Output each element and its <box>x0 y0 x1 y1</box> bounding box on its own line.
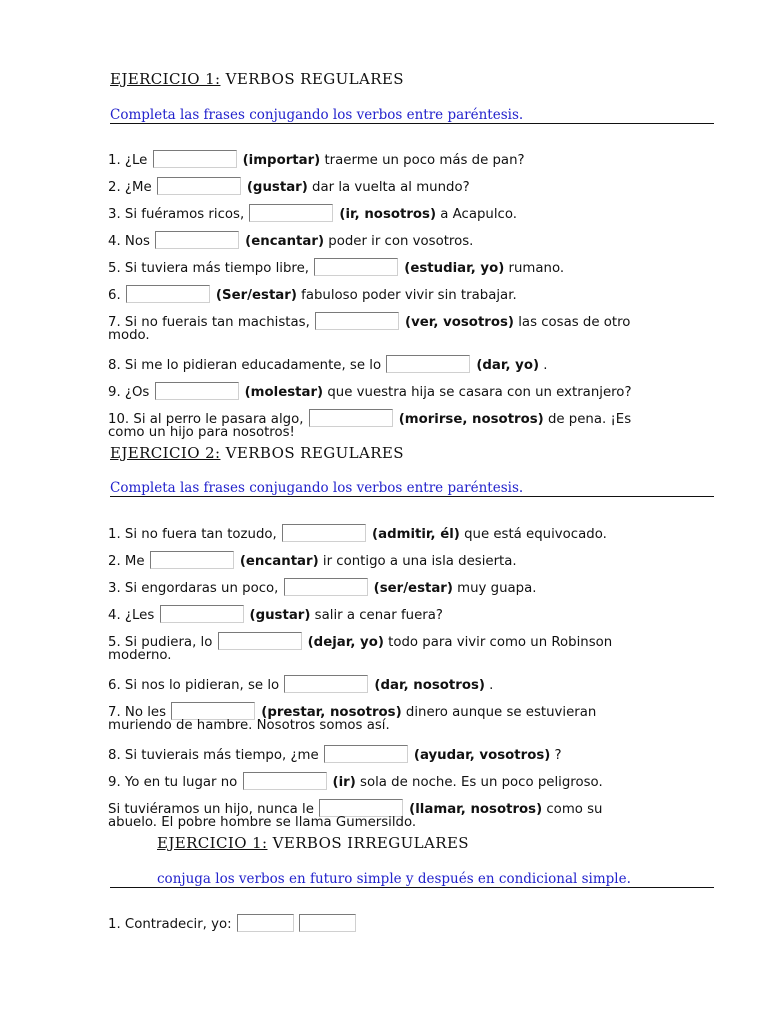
section-3-title-text: VERBOS IRREGULARES <box>267 834 469 852</box>
s1-item-6 <box>108 285 517 304</box>
section-1-label: EJERCICIO 1: <box>110 70 221 88</box>
s2-item-4-rest: salir a cenar fuera? <box>310 608 443 623</box>
s1-item-4-verb: (encantar) <box>245 234 325 249</box>
s2-item-10-rest: como su <box>542 802 603 817</box>
s1-item-5-input[interactable] <box>314 258 398 276</box>
s2-item-7-continuation: muriendo de hambre. Nosotros somos así. <box>108 718 390 733</box>
s1-item-10-input[interactable] <box>309 409 393 427</box>
s1-item-1-text: 1. ¿Le <box>108 153 148 168</box>
s2-item-2 <box>108 551 517 570</box>
s1-item-9-rest: que vuestra hija se casara con un extranjero? <box>323 385 632 400</box>
s2-item-9-verb: (ir) <box>332 775 356 790</box>
s1-item-2 <box>108 177 470 196</box>
s3-item-1-text: 1. Contradecir, yo: <box>108 917 232 932</box>
s3-item-1-future-input[interactable] <box>237 914 294 932</box>
s1-item-5-verb: (estudiar, yo) <box>404 261 505 276</box>
s1-item-3 <box>108 204 517 223</box>
s2-item-6-text: 6. Si nos lo pidieran, se lo <box>108 678 280 693</box>
s1-item-7-text: 7. Si no fuerais tan machistas, <box>108 315 310 330</box>
s1-item-4-text: 4. Nos <box>108 234 150 249</box>
s2-item-5-input[interactable] <box>218 632 302 650</box>
s2-item-9-rest: sola de noche. Es un poco peligroso. <box>355 775 603 790</box>
s1-item-6-input[interactable] <box>126 285 210 303</box>
section-1-title-text: VERBOS REGULARES <box>220 70 404 88</box>
s2-item-7-verb: (prestar, nosotros) <box>261 705 402 720</box>
s2-item-2-input[interactable] <box>150 551 234 569</box>
s2-item-2-verb: (encantar) <box>239 554 319 569</box>
s2-item-5-text: 5. Si pudiera, lo <box>108 635 213 650</box>
s1-item-2-input[interactable] <box>157 177 241 195</box>
s2-item-4-input[interactable] <box>160 605 244 623</box>
s1-item-5-rest: rumano. <box>504 261 565 276</box>
section-3-instruction: conjuga los verbos en futuro simple y después en condicional simple. <box>157 871 631 887</box>
s1-item-4 <box>108 231 473 250</box>
s2-item-8-verb: (ayudar, vosotros) <box>413 748 551 763</box>
section-2-title-text: VERBOS REGULARES <box>220 444 404 462</box>
s1-item-2-verb: (gustar) <box>246 180 308 195</box>
section-2-title <box>110 444 404 462</box>
s2-item-7-rest: dinero aunque se estuvieran <box>401 705 597 720</box>
s2-item-9 <box>108 772 603 791</box>
s3-item-1 <box>108 914 360 933</box>
s1-item-4-input[interactable] <box>155 231 239 249</box>
section-2-instruction: Completa las frases conjugando los verbos entre paréntesis. <box>110 480 524 496</box>
s1-item-9-text: 9. ¿Os <box>108 385 150 400</box>
s2-item-1 <box>108 524 607 543</box>
s2-item-3-rest: muy guapa. <box>452 581 537 596</box>
section-3-rule <box>110 887 714 888</box>
s2-item-8-input[interactable] <box>324 745 408 763</box>
s2-item-6-input[interactable] <box>284 675 368 693</box>
s1-item-6-text: 6. <box>108 288 121 303</box>
s2-item-10-continuation: abuelo. El pobre hombre se llama Gumersildo. <box>108 815 417 830</box>
s1-item-6-rest: fabuloso poder vivir sin trabajar. <box>296 288 517 303</box>
s1-item-2-rest: dar la vuelta al mundo? <box>307 180 470 195</box>
s1-item-5-text: 5. Si tuviera más tiempo libre, <box>108 261 310 276</box>
s1-item-1-verb: (importar) <box>242 153 321 168</box>
s1-item-9-input[interactable] <box>155 382 239 400</box>
s1-item-7-rest: las cosas de otro <box>514 315 631 330</box>
s2-item-7-text: 7. No les <box>108 705 167 720</box>
s1-item-9-verb: (molestar) <box>244 385 324 400</box>
s2-item-3-verb: (ser/estar) <box>373 581 453 596</box>
s2-item-5 <box>108 632 612 651</box>
s1-item-8 <box>108 355 548 374</box>
s2-item-10-verb: (llamar, nosotros) <box>409 802 543 817</box>
s2-item-6-verb: (dar, nosotros) <box>374 678 485 693</box>
s1-item-10-rest: de pena. ¡Es <box>543 412 632 427</box>
s1-item-5 <box>108 258 564 277</box>
s2-item-8-text: 8. Si tuvierais más tiempo, ¿me <box>108 748 319 763</box>
s1-item-8-verb: (dar, yo) <box>476 358 540 373</box>
s1-item-7 <box>108 312 630 331</box>
s2-item-2-rest: ir contigo a una isla desierta. <box>318 554 517 569</box>
s2-item-3-input[interactable] <box>284 578 368 596</box>
s1-item-10-text: 10. Si al perro le pasara algo, <box>108 412 304 427</box>
s2-item-1-input[interactable] <box>282 524 366 542</box>
s1-item-1-rest: traerme un poco más de pan? <box>320 153 525 168</box>
s2-item-5-verb: (dejar, yo) <box>307 635 384 650</box>
s2-item-9-input[interactable] <box>243 772 327 790</box>
s2-item-4-verb: (gustar) <box>249 608 311 623</box>
section-2-rule <box>110 496 714 497</box>
s1-item-6-verb: (Ser/estar) <box>215 288 297 303</box>
section-2-label: EJERCICIO 2: <box>110 444 221 462</box>
s1-item-8-rest: . <box>539 358 548 373</box>
s2-item-6-rest: . <box>484 678 494 693</box>
s2-item-5-rest: todo para vivir como un Robinson <box>383 635 613 650</box>
s2-item-1-rest: que está equivocado. <box>459 527 607 542</box>
s1-item-8-input[interactable] <box>386 355 470 373</box>
s1-item-8-text: 8. Si me lo pidieran educadamente, se lo <box>108 358 382 373</box>
section-3-label: EJERCICIO 1: <box>157 834 268 852</box>
s1-item-10-continuation: como un hijo para nosotros! <box>108 425 295 440</box>
s2-item-3 <box>108 578 537 597</box>
s1-item-2-text: 2. ¿Me <box>108 180 152 195</box>
s1-item-9 <box>108 382 632 401</box>
section-1-rule <box>110 123 714 124</box>
s2-item-8-rest: ? <box>550 748 562 763</box>
s2-item-8 <box>108 745 562 764</box>
s1-item-7-verb: (ver, vosotros) <box>405 315 514 330</box>
s2-item-4 <box>108 605 443 624</box>
section-3-title <box>157 834 469 852</box>
s2-item-2-text: 2. Me <box>108 554 145 569</box>
s1-item-3-text: 3. Si fuéramos ricos, <box>108 207 245 222</box>
s1-item-7-continuation: modo. <box>108 328 150 343</box>
s1-item-3-rest: a Acapulco. <box>436 207 517 222</box>
s2-item-3-text: 3. Si engordaras un poco, <box>108 581 279 596</box>
s2-item-9-text: 9. Yo en tu lugar no <box>108 775 238 790</box>
s1-item-7-input[interactable] <box>315 312 399 330</box>
section-1-instruction: Completa las frases conjugando los verbos entre paréntesis. <box>110 107 524 123</box>
s2-item-1-text: 1. Si no fuera tan tozudo, <box>108 527 277 542</box>
s2-item-5-continuation: moderno. <box>108 648 172 663</box>
s1-item-3-input[interactable] <box>249 204 333 222</box>
s1-item-3-verb: (ir, nosotros) <box>339 207 437 222</box>
s1-item-1 <box>108 150 525 169</box>
s2-item-4-text: 4. ¿Les <box>108 608 155 623</box>
s2-item-6 <box>108 675 493 694</box>
s1-item-4-rest: poder ir con vosotros. <box>324 234 474 249</box>
s2-item-10-text: Si tuviéramos un hijo, nunca le <box>108 802 314 817</box>
s1-item-1-input[interactable] <box>153 150 237 168</box>
section-1-title <box>110 70 404 88</box>
s3-item-1-conditional-input[interactable] <box>299 914 356 932</box>
s1-item-10-verb: (morirse, nosotros) <box>398 412 544 427</box>
s2-item-1-verb: (admitir, él) <box>372 527 460 542</box>
